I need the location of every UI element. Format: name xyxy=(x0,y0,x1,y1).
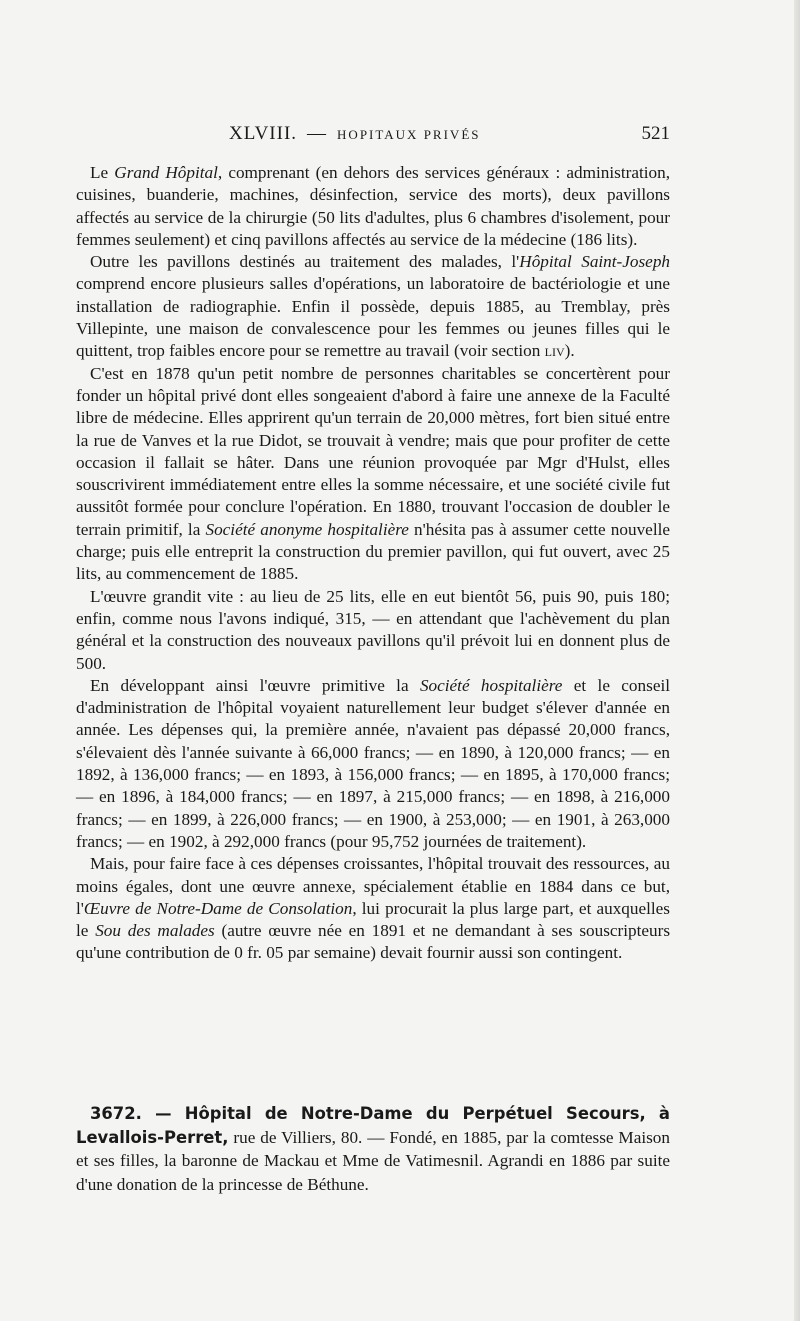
chapter-heading xyxy=(229,123,481,145)
paragraph xyxy=(76,853,670,964)
paragraph xyxy=(76,586,670,675)
entry-paragraph xyxy=(76,1102,670,1196)
small-caps-run: liv xyxy=(544,341,565,361)
italic-run: Œuvre de Notre-Dame de Consolation xyxy=(83,898,353,918)
paragraph xyxy=(76,675,670,853)
page-number: 521 xyxy=(641,123,670,144)
text-run: comprend encore plusieurs salles d'opérations, un laboratoire de bactériologie et une installation de radiographie. Enfin il possède, depuis 1885, au Tremblay, près Villepinte, une maison de convalescence pour les femmes ou jeunes filles qui le quittent, trop faibles encore pour se remettre au travail (voir section xyxy=(76,274,670,361)
text-run: Outre les pavillons destinés au traitement des malades, l' xyxy=(90,252,520,272)
text-run: L'œuvre grandit vite : au lieu de 25 lits, elle en eut bientôt 56, puis 90, puis 180; enfin, comme nous l'avons indiqué, 315, — en attendant que l'achèvement du plan général et la construction des nouveaux pavillons qu'il prévoit lui en donnent plus de 500. xyxy=(76,586,670,673)
page-edge xyxy=(794,0,800,1321)
running-head xyxy=(76,123,670,149)
text-run: C'est en 1878 qu'un petit nombre de personnes charitables se concertèrent pour fonder un hôpital privé dont elles songeaient d'abord à faire une annexe de la Faculté libre de médecine. Elles apprirent qu'un terrain de 20,000 mètres, fort bien situé entre la rue de Vanves et la rue Didot, se trouvait à vendre; mais que pour profiter de cette occasion il fallait se hâter. Dans une réunion provoquée par Mgr d'Hulst, elles souscrivirent immédiatement entre elles la somme nécessaire, et une société civile fut aussitôt formée pour conclure l'opération. En 1880, trouvant l'occasion de doubler le terrain primitif, la xyxy=(76,363,670,539)
italic-run: Hôpital Saint-Joseph xyxy=(519,252,671,272)
paragraph xyxy=(76,162,670,251)
text-run: , lui procurait la plus large part, et auxquelles le xyxy=(76,898,670,941)
text-run: Mais, pour faire face à ces dépenses croissantes, l'hôpital trouvait des ressources, au moins égales, dont une œuvre annexe, spécialement établie en 1884 dans ce but, l' xyxy=(76,854,670,918)
entry-3672 xyxy=(76,1102,670,1196)
text-run: (autre œuvre née en 1891 et ne demandant à ses souscripteurs qu'une contribution de 0 fr. 05 par semaine) devait fournir aussi son contingent. xyxy=(76,921,671,963)
text-run: ). xyxy=(564,341,575,361)
italic-run: Société hospitalière xyxy=(419,675,563,695)
entry-heading: 3672. — Hôpital de Notre-Dame du Perpétuel Secours, à Levallois-Perret, xyxy=(76,1104,670,1147)
chapter-number: XLVIII. xyxy=(229,123,298,144)
italic-run: Grand Hôpital xyxy=(114,163,218,182)
text-run: , comprenant (en dehors des services généraux : administration, cuisines, buanderie, machines, désinfection, service des morts), deux pavillons affectés au service de la chirurgie (50 lits d'adultes, plus 6 chambres d'isolement, pour femmes seulement) et cinq pavillons affectés au service de la médecine (186 lits). xyxy=(76,163,670,249)
italic-run: Société anonyme hospitalière xyxy=(205,519,409,539)
paragraph xyxy=(76,251,670,362)
italic-run: Sou des malades xyxy=(95,921,215,941)
chapter-title: HOPITAUX PRIVÉS xyxy=(337,127,481,142)
text-run: En développant ainsi l'œuvre primitive la xyxy=(90,675,420,695)
text-run: et le conseil d'administration de l'hôpital voyaient naturellement leur budget s'élever d'année en année. Les dépenses qui, la première année, n'avaient pas dépassé 20,000 francs, s'élevaient dès l'année suivante à 66,000 francs; — en 1890, à 120,000 francs; — en 1892, à 136,000 francs; — en 1893, à 156,000 francs; — en 1895, à 170,000 francs; — en 1896, à 184,000 francs; — en 1897, à 215,000 francs; — en 1898, à 216,000 francs; — en 1899, à 226,000 francs; — en 1900, à 253,000; — en 1901, à 263,000 francs; — en 1902, à 292,000 francs (pour 95,752 journées de traitement). xyxy=(76,675,670,851)
entry-text: rue de Villiers, 80. — Fondé, en 1885, par la comtesse Maison et ses filles, la baronne de Mackau et Mme de Vatimesnil. Agrandi en 1886 par suite d'une donation de la princesse de Béthune. xyxy=(76,1127,670,1194)
body-text xyxy=(76,162,670,965)
text-run: n'hésita pas à assumer cette nouvelle charge; puis elle entreprit la construction du premier pavillon, qui fut ouvert, avec 25 lits, au commencement de 1885. xyxy=(76,519,670,584)
header-dash: — xyxy=(307,123,328,144)
text-run: Le xyxy=(90,163,115,182)
paragraph xyxy=(76,363,670,586)
